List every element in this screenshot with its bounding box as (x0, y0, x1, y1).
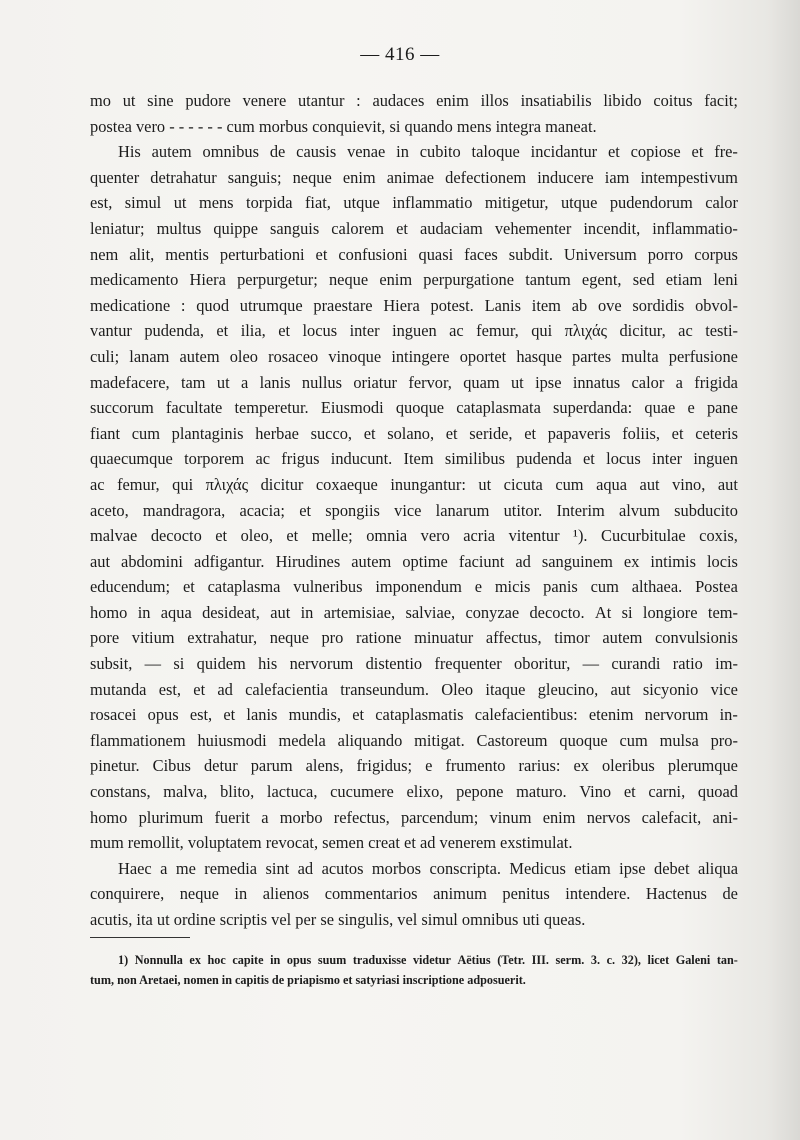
footnote-line-2: tum, non Aretaei, nomen in capitis de priapismo et satyriasi inscriptione adposuerit. (90, 973, 526, 987)
body-text (90, 88, 738, 933)
footnote-divider (90, 937, 190, 938)
text-line: educendum; et cataplasma vulneribus imponendum e micis panis cum althaea. Postea (90, 577, 738, 597)
text-line: pinetur. Cibus detur parum alens, frigidus; e frumento rarius: ex oleribus plerumque (90, 756, 738, 776)
footnote-line-1: 1) Nonnulla ex hoc capite in opus suum traduxisse videtur Aëtius (Tetr. III. serm. 3. c. 32), licet Galeni tan- (118, 953, 738, 967)
text-line: culi; lanam autem oleo rosaceo vinoque intingere oportet hasque partes multa perfusione (90, 346, 738, 366)
text-line: homo in aqua desideat, aut in artemisiae, salviae, conyzae decocto. At si longiore tem- (90, 602, 738, 622)
text-line: His autem omnibus de causis venae in cubito taloque incidantur et copiose et fre- (118, 142, 738, 162)
text-line: subsit, — si quidem his nervorum distentio frequenter oboritur, — curandi ratio im- (90, 654, 738, 674)
text-line: quaecumque torporem ac frigus inducunt. Item similibus pudenda et locus inter inguen (90, 449, 738, 469)
text-line: medicatione : quod utrumque praestare Hiera potest. Lanis item ab ove sordidis obvol- (90, 295, 738, 315)
text-line: acutis, ita ut ordine scriptis vel per se singulis, vel simul omnibus uti queas. (90, 910, 586, 929)
text-line: conquirere, neque in alienos commentarios animum penitus intendere. Hactenus de (90, 884, 738, 904)
text-line: madefacere, tam ut a lanis nullus oriatur fervor, quam ut ipse innatus calor a frigida (90, 372, 738, 392)
footnote (90, 950, 738, 990)
text-line: succorum facultate temperetur. Eiusmodi quoque cataplasmata superdanda: quae e pane (90, 398, 738, 418)
text-line: homo plurimum fuerit a morbo refectus, parcendum; vinum enim nervos calefacit, ani- (90, 807, 738, 827)
text-line: fiant cum plantaginis herbae succo, et solano, et seride, et papaveris foliis, et ceteris (90, 423, 738, 443)
text-line: leniatur; multus quippe sanguis calorem et audaciam vehementer incendit, inflammatio- (90, 218, 738, 238)
text-line: aceto, mandragora, acacia; et spongiis vice lanarum utitor. Interim alvum subducito (90, 500, 738, 520)
text-line: medicamento Hiera perpurgetur; neque enim perpurgatione tantum egent, sed etiam leni (90, 270, 738, 290)
text-line: flammationem huiusmodi medela aliquando mitigat. Castoreum quoque cum mulsa pro- (90, 730, 738, 750)
text-line: nem alit, mentis perturbationi et confusioni quasi faces subdit. Universum porro corpus (90, 244, 738, 264)
text-line: mutanda est, et ad calefacientia transeundum. Oleo itaque gleucino, aut sicyonio vice (90, 679, 738, 699)
text-line: mum remollit, voluptatem revocat, semen creat et ad venerem exstimulat. (90, 833, 573, 853)
text-line: quenter detrahatur sanguis; neque enim animae defectionem inducere iam intempestivum (90, 167, 738, 187)
text-line: aut abdomini adfigantur. Hirudines autem optime faciunt ad sanguinem ex intimis locis (90, 551, 738, 571)
text-line: rosacei opus est, et lanis mundis, et cataplasmatis calefacientibus: etenim nervorum in- (90, 705, 738, 725)
text-line: est, simul ut mens torpida fiat, utque inflammatio mitigetur, utque pudendorum calor (90, 193, 738, 213)
text-line: postea vero - - - - - - cum morbus conquievit, si quando mens integra maneat. (90, 116, 597, 136)
text-line: mo ut sine pudore venere utantur : audaces enim illos insatiabilis libido coitus facit; (90, 91, 738, 110)
text-line: vantur pudenda, et ilia, et locus inter inguen ac femur, qui πλιχάς dicitur, ac testi- (90, 321, 738, 341)
text-line: malvae decocto et oleo, et melle; omnia vero acria vitentur ¹). Cucurbitulae coxis, (90, 526, 738, 546)
text-line: ac femur, qui πλιχάς dicitur coxaeque inungantur: ut cicuta cum aqua aut vino, aut (90, 474, 738, 494)
text-line: constans, malva, blito, lactuca, cucumere elixo, pepone maturo. Vino et carni, quoad (90, 782, 738, 802)
text-line: pore vitium extrahatur, neque pro ratione minuatur affectus, timor autem convulsionis (90, 628, 738, 648)
text-line: Haec a me remedia sint ad acutos morbos conscripta. Medicus etiam ipse debet aliqua (118, 858, 738, 878)
page-number: — 416 — (360, 44, 440, 65)
